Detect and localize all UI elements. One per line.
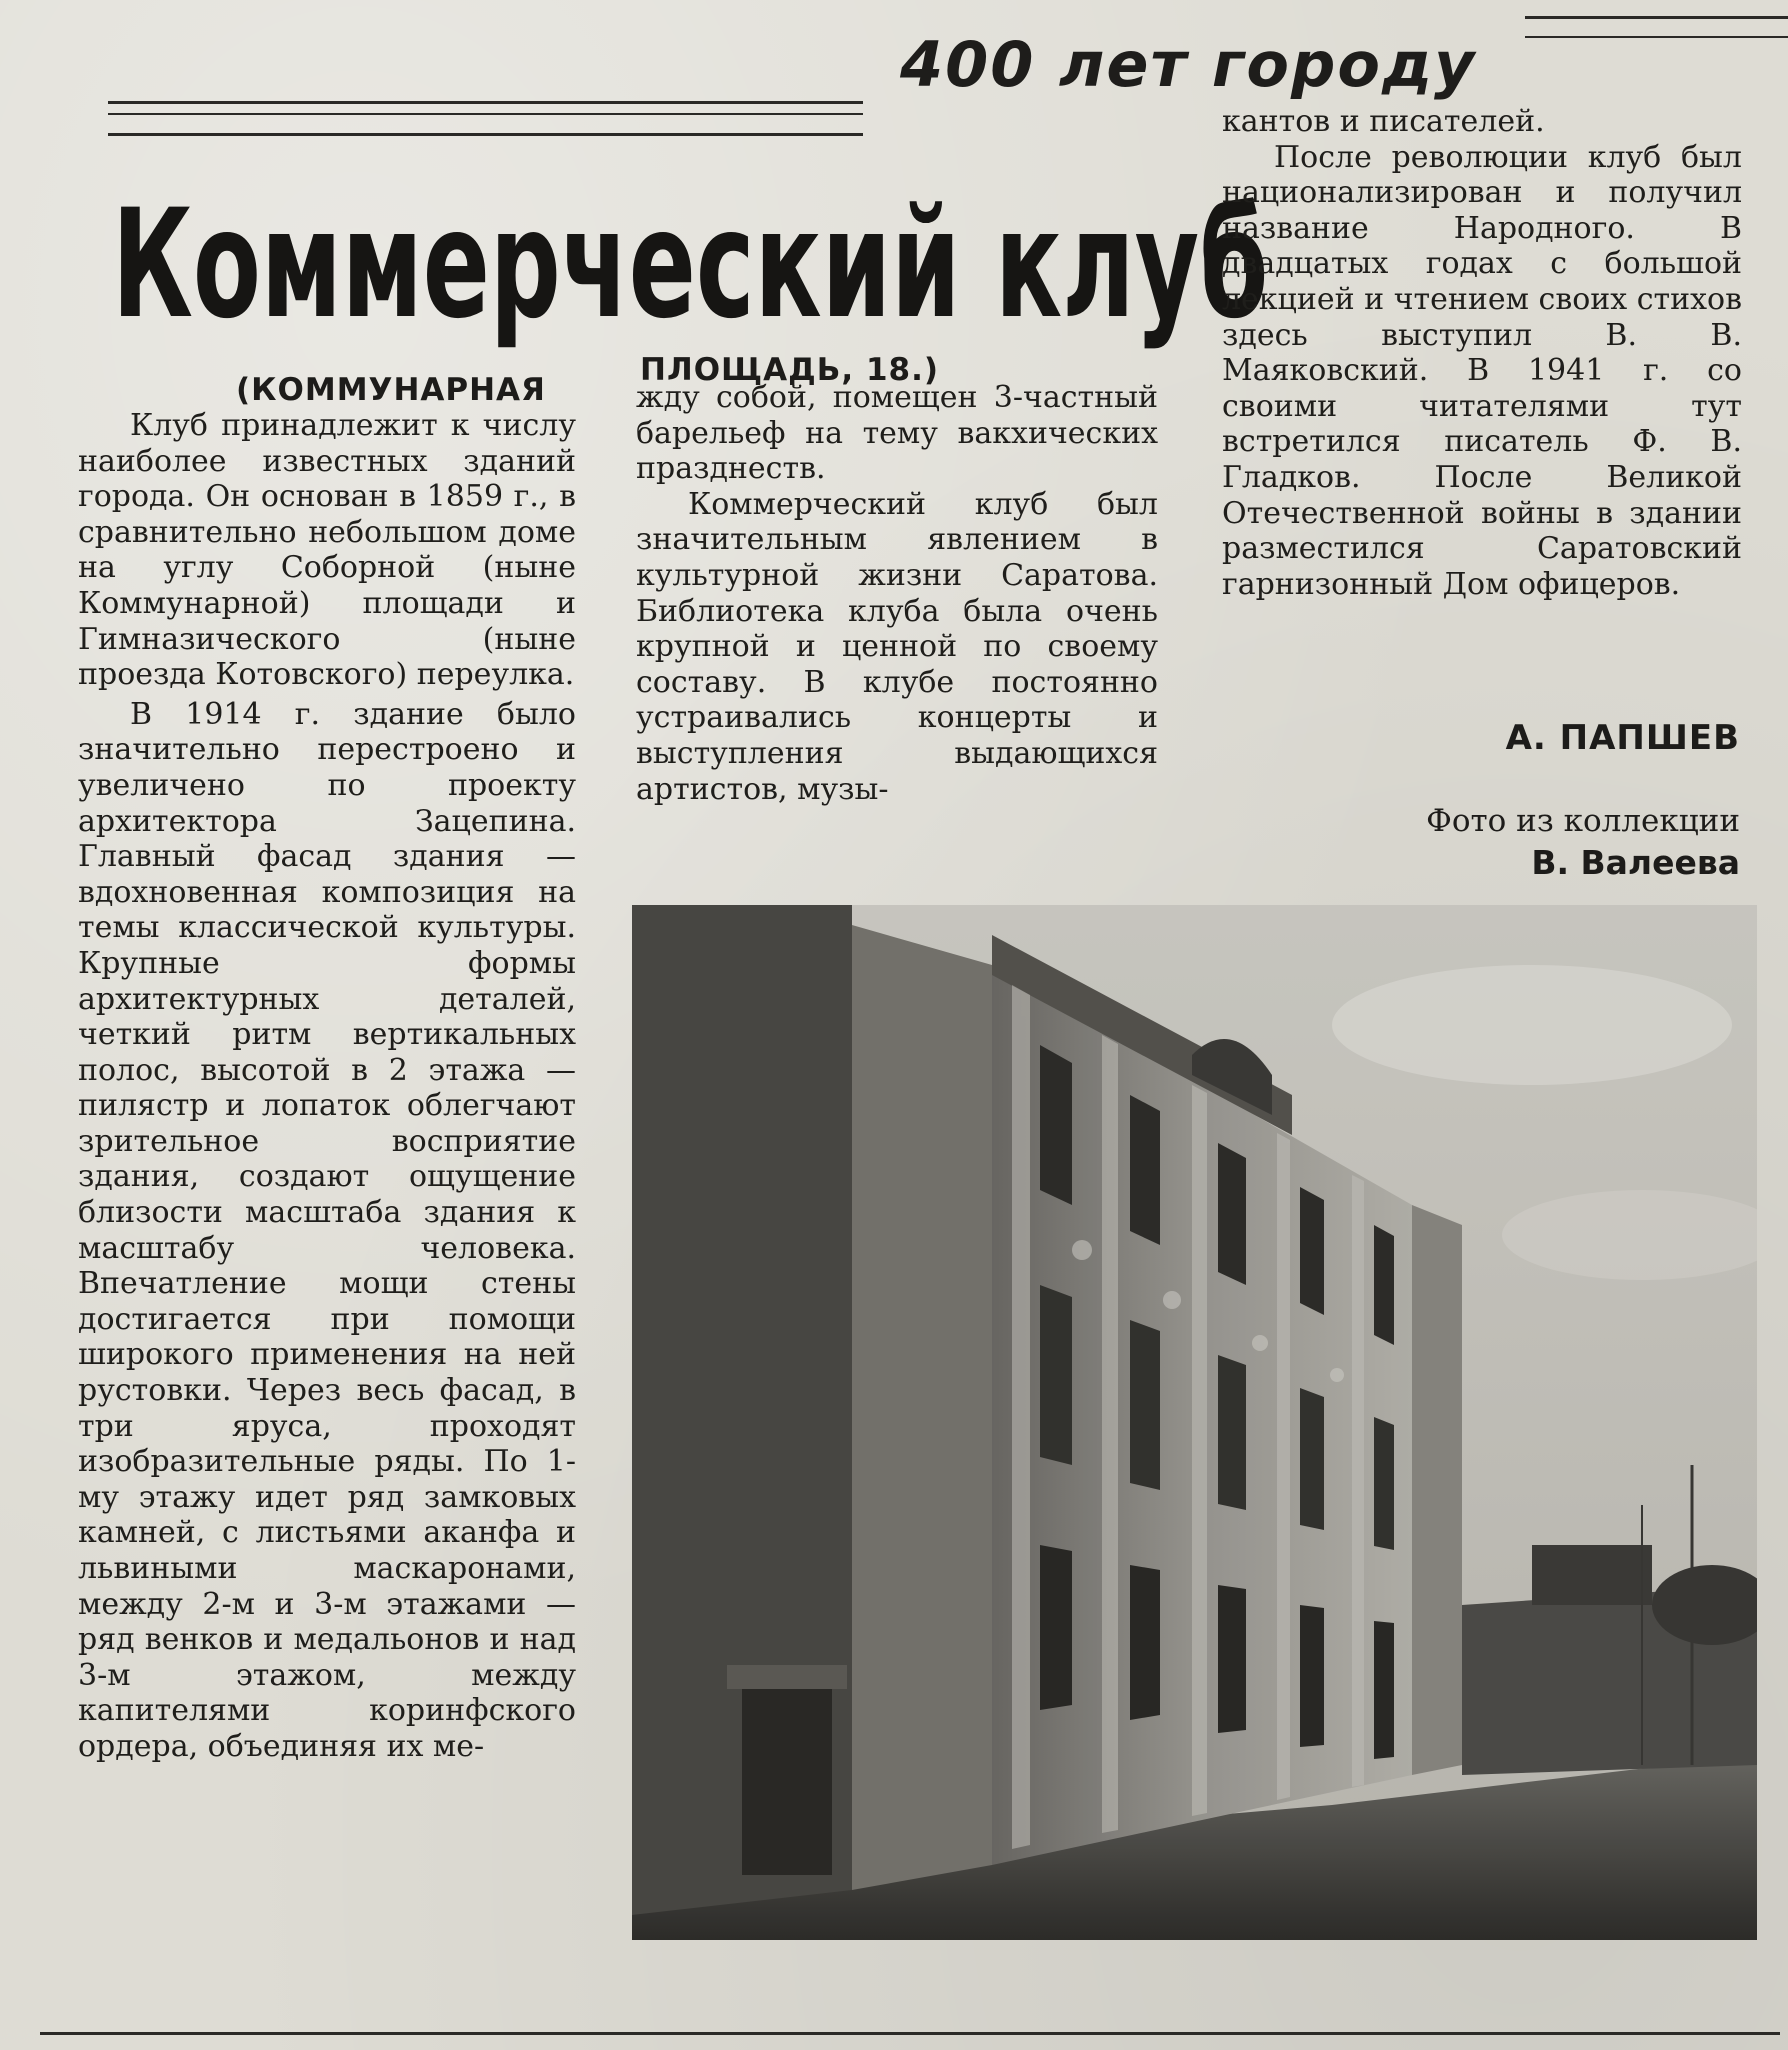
paragraph: Коммерческий клуб был значительным явлением в культурной жизни Саратова. Библиотека клуба была очень крупной и ценной по своему составу. В клубе постоянно устраивались концерты и выступления выдающихся артистов, музы- [636, 486, 1158, 807]
article-column-1 [78, 408, 576, 1765]
paragraph: жду собой, помещен 3-частный барельеф на тему вакхических празднеств. [636, 380, 1158, 487]
article-column-3 [1222, 104, 1742, 602]
paragraph: кантов и писателей. [1222, 104, 1545, 139]
photo-credit-name: В. Валеева [1531, 843, 1740, 882]
rubric-title: 400 лет городу [900, 28, 1477, 101]
paragraph: В 1914 г. здание было значительно перестроено и увеличено по проекту архитектора Зацепина. Главный фасад здания — вдохновенная композиция на темы классической культуры. Крупные формы архитектурных деталей, четкий ритм вертикальных полос, высотой в 2 этажа — пилястр и лопаток облегчают зрительное восприятие здания, создают ощущение близости масштаба здания к масштабу человека. Впечатление мощи стены достигается при помощи широкого применения на ней рустовки. Через весь фасад, в три яруса, проходят изобразительные ряды. По 1-му этажу идет ряд замковых камней, с листьями аканфа и львиными маскаронами, между 2-м и 3-м этажами — ряд венков и медальонов и над 3-м этажом, между капителями коринфского ордера, объединяя их ме- [78, 696, 576, 1764]
header-rule-right-1 [1525, 16, 1788, 19]
headline: Коммерческий клуб [112, 178, 1269, 352]
subheadline-part2: ПЛОЩАДЬ, 18.) [640, 352, 940, 388]
author-signature: А. ПАПШЕВ [1505, 718, 1740, 758]
header-rule-left-2 [108, 113, 863, 115]
subheadline-part1: (КОММУНАРНАЯ [236, 372, 546, 408]
photo-caption-strip [636, 1970, 1736, 2010]
footer-rule [40, 2032, 1780, 2035]
paragraph: Клуб принадлежит к числу наиболее известных зданий города. Он основан в 1859 г., в сравнительно небольшом доме на углу Соборной (ныне Коммунарной) площади и Гимназического (ныне проезда Котовского) переулка. [78, 408, 576, 693]
photo-credit-label: Фото из коллекции [1426, 803, 1740, 839]
article-column-2 [636, 380, 1158, 807]
header-rule-right-2 [1525, 36, 1788, 38]
building-photo [632, 905, 1757, 1940]
header-rule-left-1 [108, 101, 863, 104]
paragraph: После революции клуб был национализирован и получил название Народного. В двадцатых годах с большой лекцией и чтением своих стихов здесь выступил В. В. Маяковский. В 1941 г. со своими читателями тут встретился писатель Ф. В. Гладков. После Великой Отечественной войны в здании разместился Саратовский гарнизонный Дом офицеров. [1222, 139, 1742, 602]
photo-credit [1320, 800, 1740, 884]
building-photo-image [632, 905, 1757, 1940]
header-rule-left-3 [108, 133, 863, 136]
